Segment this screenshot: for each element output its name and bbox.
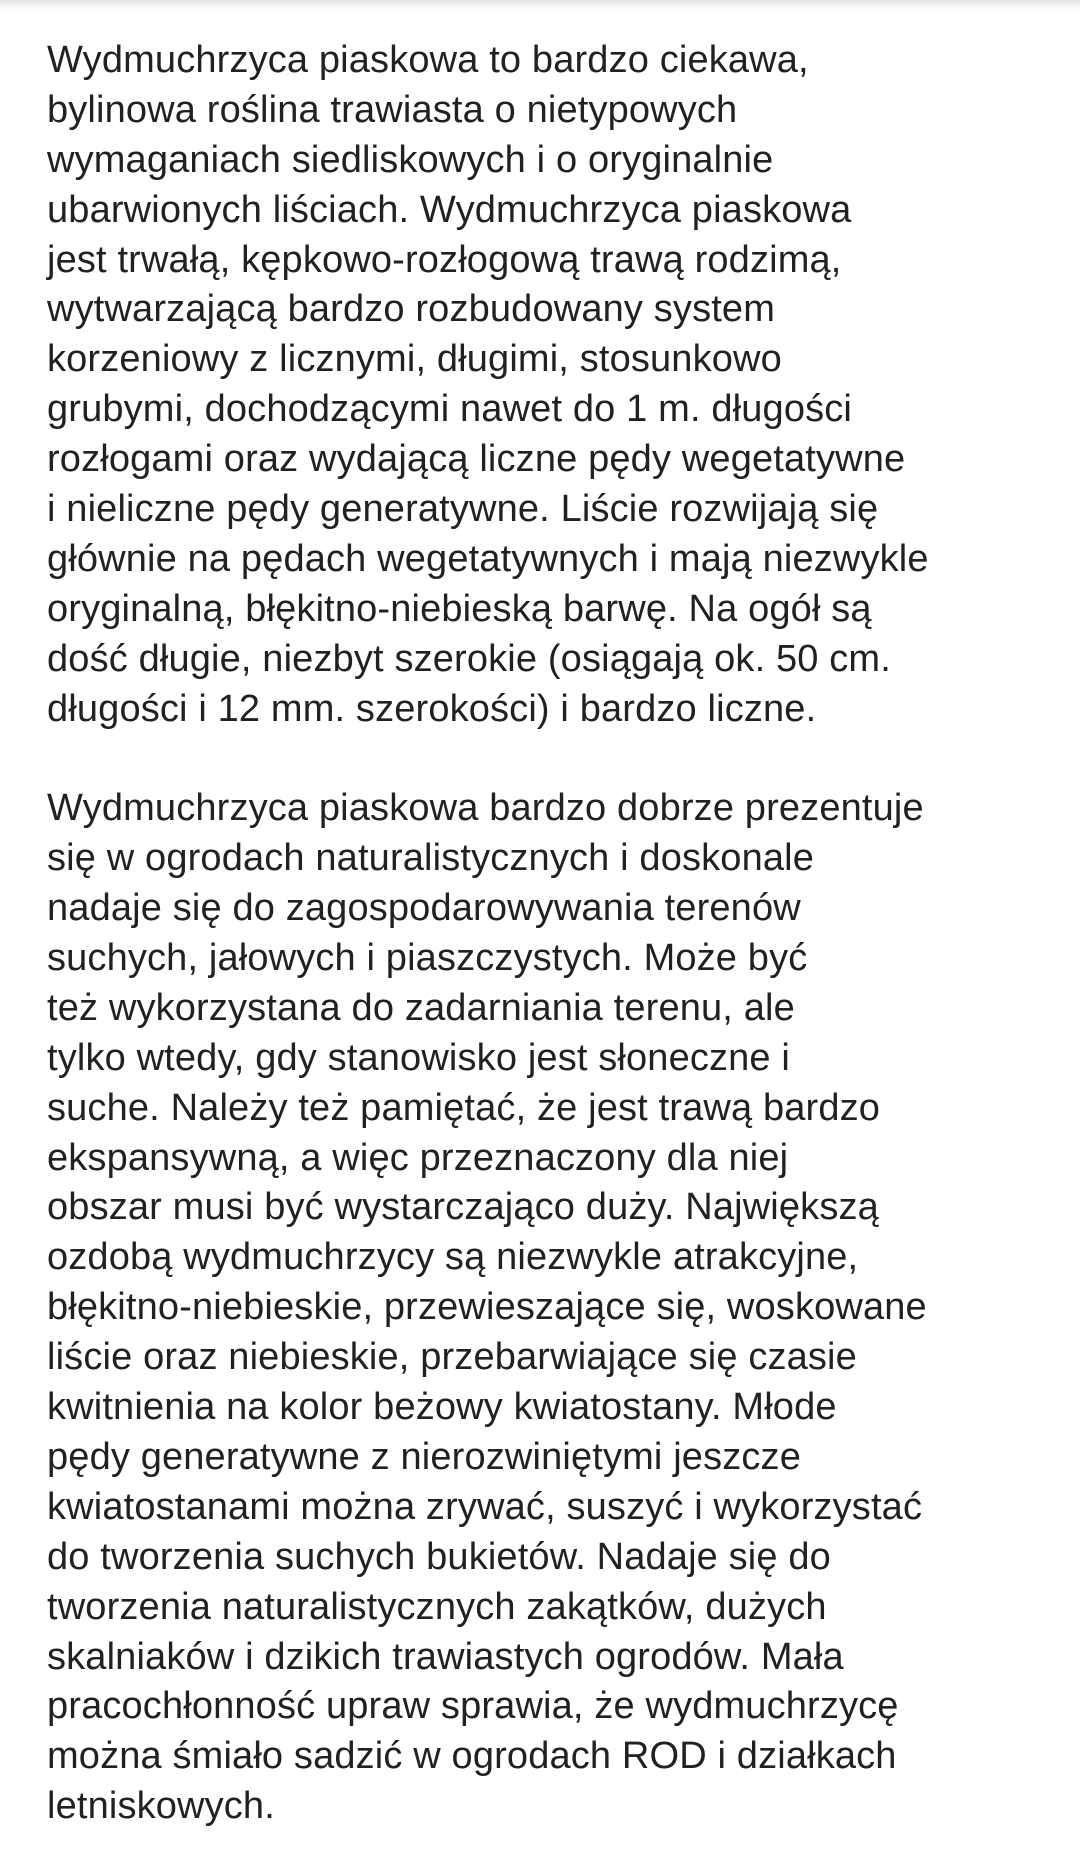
text-line: Wydmuchrzyca piaskowa to bardzo ciekawa, <box>47 39 809 81</box>
text-line: obszar musi być wystarczająco duży. Największą <box>47 1186 879 1229</box>
text-line: oryginalną, błękitno-niebieską barwę. Na ogół są <box>47 587 872 630</box>
post-text-body <box>47 36 1057 1832</box>
text-line: skalniaków i dzikich trawiastych ogrodów. Mała <box>47 1635 844 1678</box>
text-line: długości i 12 mm. szerokości) i bardzo liczne. <box>47 687 817 730</box>
text-line: tylko wtedy, gdy stanowisko jest słoneczne i <box>47 1036 791 1079</box>
text-line: kwitnienia na kolor beżowy kwiatostany. Młode <box>47 1386 837 1429</box>
text-line: tworzenia naturalistycznych zakątków, dużych <box>47 1585 827 1628</box>
top-divider <box>0 0 1080 10</box>
text-line: bylinowa roślina trawiasta o nietypowych <box>47 88 738 131</box>
text-line: głównie na pędach wegetatywnych i mają niezwykle <box>47 537 929 580</box>
text-line: ekspansywną, a więc przeznaczony dla niej <box>47 1136 789 1179</box>
text-line: wytwarzającą bardzo rozbudowany system <box>47 288 776 331</box>
text-line: do tworzenia suchych bukietów. Nadaje się do <box>47 1535 831 1578</box>
text-line: i nieliczne pędy generatywne. Liście rozwijają się <box>47 488 879 531</box>
text-line: grubymi, dochodzącymi nawet do 1 m. długości <box>47 388 852 431</box>
text-line: pędy generatywne z nierozwiniętymi jeszcze <box>47 1435 801 1478</box>
paragraph-1 <box>47 36 1057 734</box>
text-line: kwiatostanami można zrywać, suszyć i wykorzystać <box>47 1485 923 1528</box>
text-line: korzeniowy z licznymi, długimi, stosunkowo <box>47 338 782 381</box>
paragraph-spacer <box>47 734 1057 784</box>
text-line: się w ogrodach naturalistycznych i doskonale <box>47 837 815 880</box>
text-line: ubarwionych liściach. Wydmuchrzyca piaskowa <box>47 188 852 231</box>
paragraph-2 <box>47 784 1057 1832</box>
text-line: rozłogami oraz wydającą liczne pędy wegetatywne <box>47 438 906 481</box>
text-line: suchych, jałowych i piaszczystych. Może być <box>47 937 808 980</box>
text-line: pracochłonność upraw sprawia, że wydmuchrzycę <box>47 1685 899 1728</box>
text-line: suche. Należy też pamiętać, że jest trawą bardzo <box>47 1086 881 1129</box>
text-line: też wykorzystana do zadarniania terenu, ale <box>47 986 795 1029</box>
text-line: jest trwałą, kępkowo-rozłogową trawą rodzimą, <box>47 238 842 281</box>
text-line: Wydmuchrzyca piaskowa bardzo dobrze prezentuje <box>47 787 924 830</box>
text-line: dość długie, niezbyt szerokie (osiągają ok. 50 cm. <box>47 637 891 680</box>
text-line: błękitno-niebieskie, przewieszające się, woskowane <box>47 1286 927 1329</box>
text-line: liście oraz niebieskie, przebarwiające się czasie <box>47 1336 857 1379</box>
text-line: ozdobą wydmuchrzycy są niezwykle atrakcyjne, <box>47 1236 859 1279</box>
text-line: wymaganiach siedliskowych i o oryginalnie <box>47 138 774 181</box>
text-line: można śmiało sadzić w ogrodach ROD i działkach <box>47 1735 897 1778</box>
text-line: nadaje się do zagospodarowywania terenów <box>47 887 801 930</box>
text-line: letniskowych. <box>47 1785 275 1828</box>
